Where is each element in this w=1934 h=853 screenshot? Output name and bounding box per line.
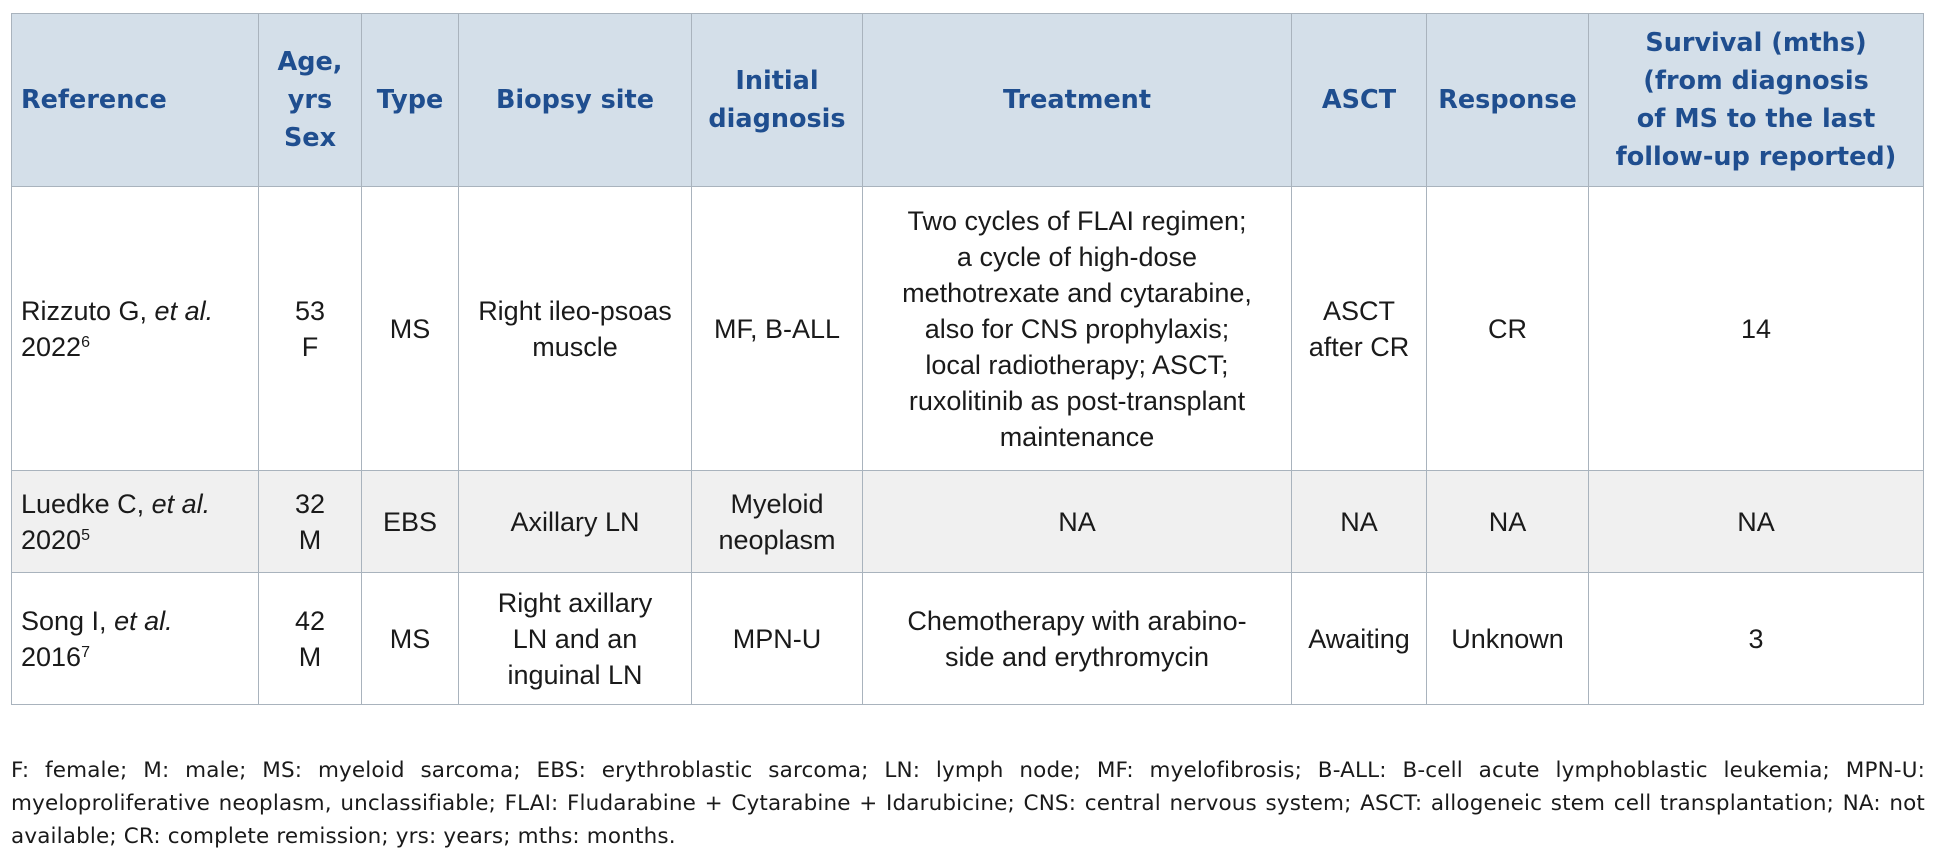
cell-age-sex xyxy=(259,471,362,573)
cell-type: MS xyxy=(362,573,459,705)
cell-survival: 14 xyxy=(1589,187,1924,471)
table-header-row xyxy=(12,14,1924,187)
ref-author: Song I, xyxy=(21,605,115,636)
cell-asct: NA xyxy=(1292,471,1427,573)
header-initial-diagnosis xyxy=(692,14,863,187)
age-value: 53 xyxy=(294,295,326,326)
header-biopsy-site: Biopsy site xyxy=(459,14,692,187)
cell-initial-diagnosis: MF, B-ALL xyxy=(692,187,863,471)
case-table-container xyxy=(11,13,1923,705)
cell-asct: Awaiting xyxy=(1292,573,1427,705)
cell-biopsy-site: Right ileo-psoas muscle xyxy=(459,187,692,471)
header-age-line2: yrs xyxy=(287,85,333,115)
header-asct: ASCT xyxy=(1292,14,1427,187)
header-survival-line4: follow-up reported) xyxy=(1615,142,1897,172)
cell-reference xyxy=(12,187,259,471)
cell-age-sex xyxy=(259,187,362,471)
cell-type: MS xyxy=(362,187,459,471)
ref-citation: 5 xyxy=(81,526,90,544)
table-row-luedke xyxy=(12,471,1924,573)
cell-age-sex xyxy=(259,573,362,705)
cell-biopsy-site: Axillary LN xyxy=(459,471,692,573)
header-age-line1: Age, xyxy=(277,47,343,77)
cell-reference xyxy=(12,471,259,573)
header-survival xyxy=(1589,14,1924,187)
cell-type: EBS xyxy=(362,471,459,573)
ref-year: 2020 xyxy=(21,524,82,555)
table-footnote: F: female; M: male; MS: myeloid sarcoma; EBS: erythroblastic sarcoma; LN: lymph node; MF: myelofibrosis; B-ALL: B-cell acute lymphoblastic leukemia; MPN-U: myeloproliferative neoplasm, unclassifiable; FLAI: Fludarabine + Cytarabine + Idarubicine; CNS: central nervous system; ASCT: allogeneic stem cell transplantation; NA: not available; CR: complete remission; yrs: years; mths: months. xyxy=(11,757,1925,849)
sex-value: M xyxy=(298,524,322,555)
ref-etal: et al. xyxy=(151,488,211,519)
case-reports-table xyxy=(11,13,1924,705)
ref-author: Luedke C, xyxy=(21,488,152,519)
cell-initial-diagnosis: MPN-U xyxy=(692,573,863,705)
cell-treatment: Two cycles of FLAI regimen; a cycle of high-dose methotrexate and cytarabine, also for CNS prophylaxis; local radiotherapy; ASCT; ruxolitinib as post-transplant maintenance xyxy=(863,187,1292,471)
cell-initial-diagnosis: Myeloid neoplasm xyxy=(692,471,863,573)
cell-asct: ASCT after CR xyxy=(1292,187,1427,471)
age-value: 42 xyxy=(294,605,326,636)
header-treatment: Treatment xyxy=(863,14,1292,187)
ref-author: Rizzuto G, xyxy=(21,295,155,326)
cell-response: Unknown xyxy=(1427,573,1589,705)
cell-treatment: Chemotherapy with arabino- side and erythromycin xyxy=(863,573,1292,705)
header-age-line3: Sex xyxy=(283,123,337,153)
sex-value: M xyxy=(298,641,322,672)
table-row-song xyxy=(12,573,1924,705)
cell-survival: 3 xyxy=(1589,573,1924,705)
table-row-rizzuto xyxy=(12,187,1924,471)
header-initial-line2: diagnosis xyxy=(708,104,846,134)
header-survival-line1: Survival (mths) xyxy=(1645,28,1867,58)
ref-year: 2022 xyxy=(21,331,82,362)
ref-etal: et al. xyxy=(154,295,214,326)
header-initial-line1: Initial xyxy=(735,66,819,96)
cell-survival: NA xyxy=(1589,471,1924,573)
header-reference: Reference xyxy=(12,14,259,187)
ref-citation: 7 xyxy=(81,643,90,661)
cell-biopsy-site: Right axillary LN and an inguinal LN xyxy=(459,573,692,705)
cell-response: NA xyxy=(1427,471,1589,573)
age-value: 32 xyxy=(294,488,326,519)
header-age-sex xyxy=(259,14,362,187)
cell-reference xyxy=(12,573,259,705)
cell-response: CR xyxy=(1427,187,1589,471)
cell-treatment: NA xyxy=(863,471,1292,573)
sex-value: F xyxy=(301,331,319,362)
ref-citation: 6 xyxy=(81,333,90,351)
header-response: Response xyxy=(1427,14,1589,187)
ref-etal: et al. xyxy=(114,605,173,636)
header-survival-line2: (from diagnosis xyxy=(1643,66,1869,96)
header-type: Type xyxy=(362,14,459,187)
header-survival-line3: of MS to the last xyxy=(1636,104,1876,134)
ref-year: 2016 xyxy=(21,641,82,672)
